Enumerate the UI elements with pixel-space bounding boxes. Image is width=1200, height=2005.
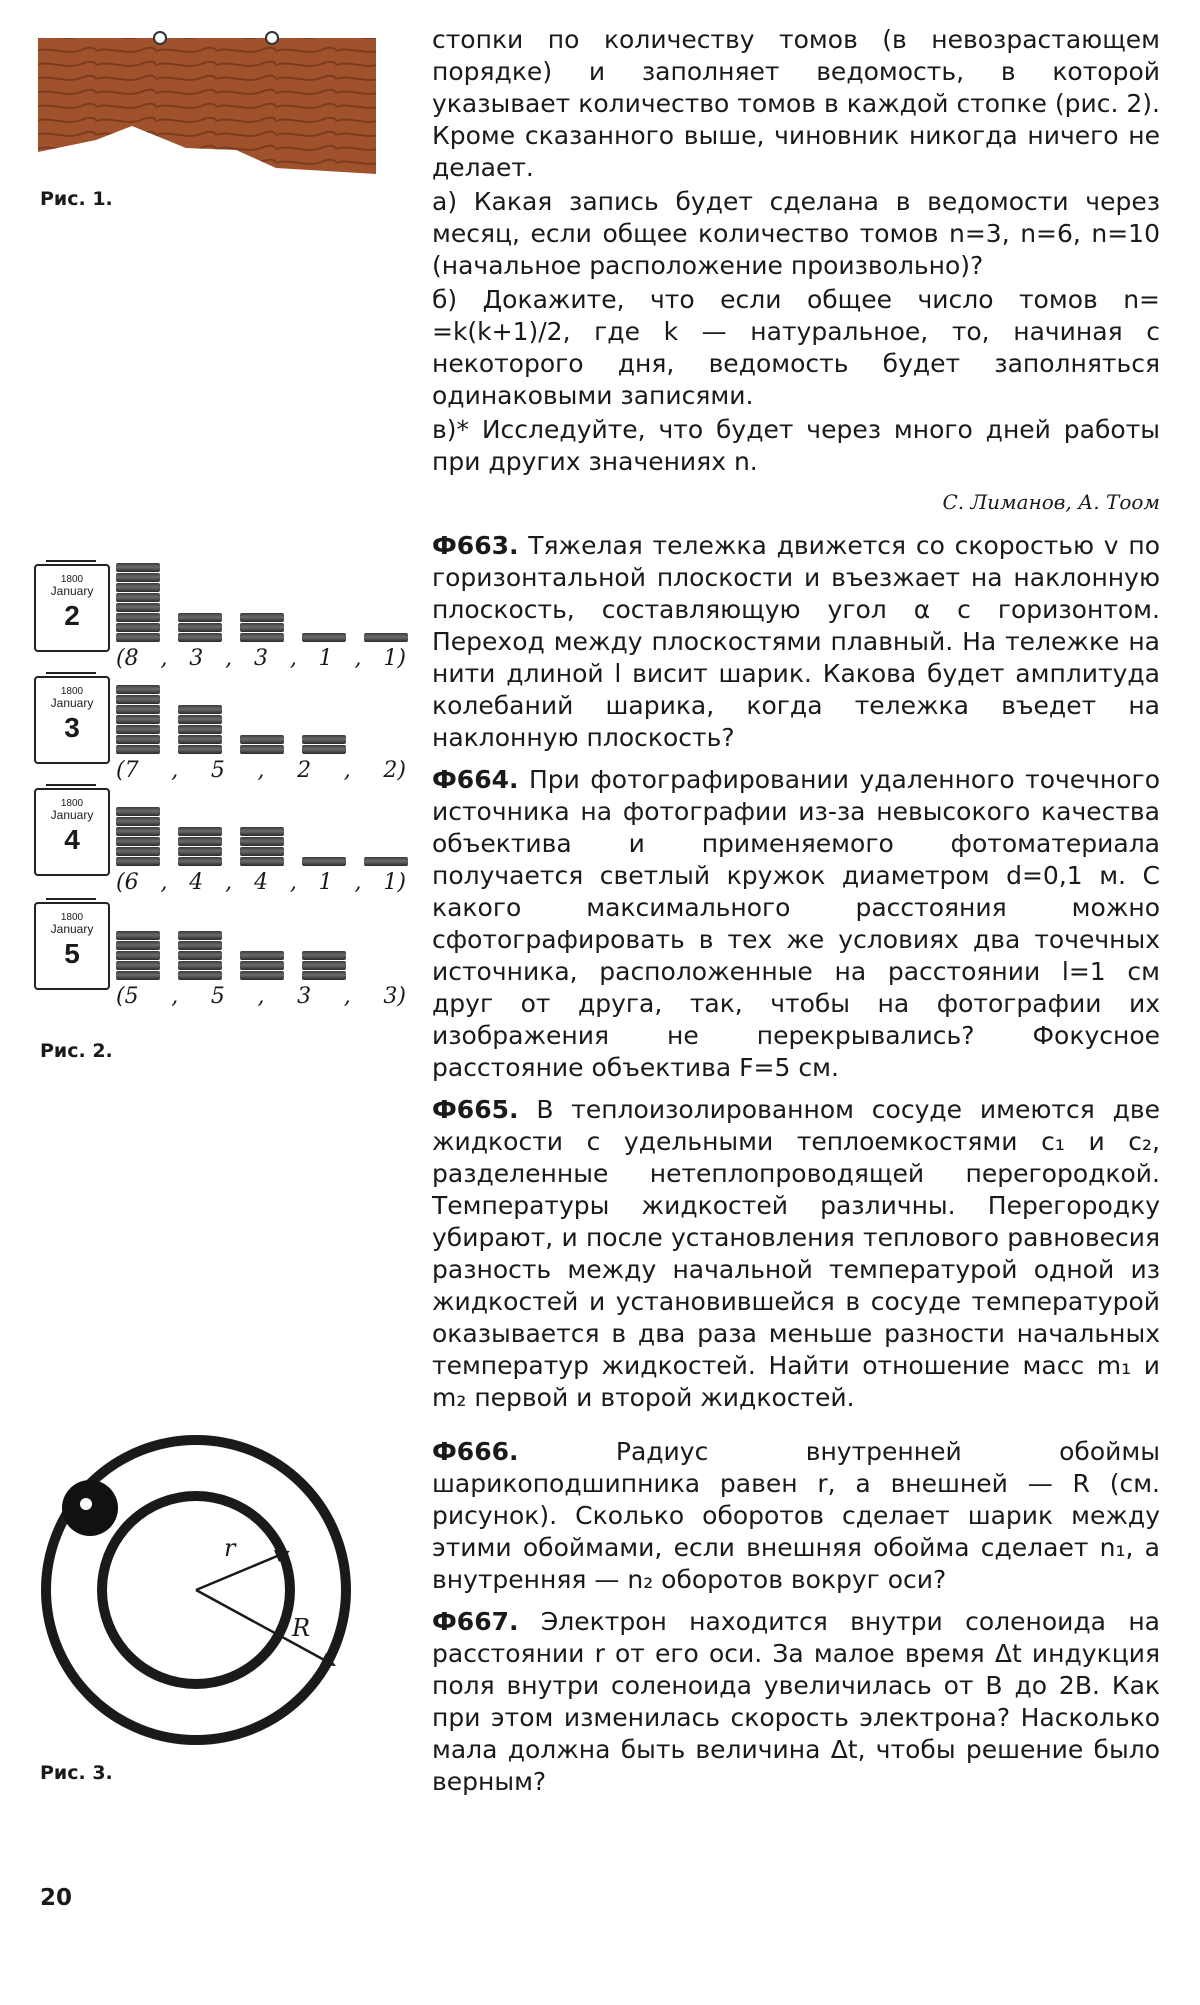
book-volume: [240, 613, 284, 622]
book-stack: [240, 734, 284, 754]
book-stack: [178, 930, 222, 980]
problem-f667: [432, 1606, 1160, 1798]
problem-f664: [432, 764, 1160, 1084]
book-volume: [178, 705, 222, 714]
fig2-day-row: [34, 784, 406, 895]
tuple-comma: ,: [160, 646, 168, 671]
book-volume: [116, 563, 160, 572]
book-volume: [240, 745, 284, 754]
book-volume: [302, 745, 346, 754]
tuple-value: 1): [383, 646, 406, 671]
problem-id: Ф667.: [432, 1607, 519, 1636]
problem-id: Ф666.: [432, 1437, 519, 1466]
book-volume: [116, 931, 160, 940]
problem-f663: [432, 530, 1160, 754]
book-volume: [240, 951, 284, 960]
book-volume: [116, 941, 160, 950]
stack-tuple: [116, 984, 406, 1009]
calendar-page: [34, 788, 110, 876]
tuple-value: 3: [189, 646, 204, 671]
tuple-value: 2): [383, 758, 406, 783]
tuple-comma: ,: [171, 984, 179, 1009]
fig2-day-row: [34, 560, 406, 671]
book-volume: [116, 807, 160, 816]
text-column: [432, 24, 1160, 1808]
book-volume: [178, 623, 222, 632]
book-stack: [364, 856, 408, 866]
book-volume: [116, 735, 160, 744]
stack-tuple: [116, 646, 406, 671]
calendar-page: [34, 676, 110, 764]
book-volume: [116, 971, 160, 980]
calendar-page: [34, 564, 110, 652]
book-volume: [116, 857, 160, 866]
book-volume: [240, 857, 284, 866]
book-volume: [302, 633, 346, 642]
calendar-year: 1800: [60, 686, 84, 697]
book-volume: [302, 857, 346, 866]
book-volume: [116, 725, 160, 734]
author-credit: С. Лиманов, А. Тоом: [942, 490, 1160, 514]
tuple-comma: ,: [343, 984, 351, 1009]
book-volume: [178, 633, 222, 642]
problem-text: Электрон находится внутри соленоида на расстоянии r от его оси. За малое время Δt индукция поля внутри соленоида увеличилась от B до 2B. Как при этом изменилась скорость электрона? Насколько мала должна быть величина Δt, чтобы решение было верным?: [432, 1607, 1160, 1796]
book-volume: [240, 827, 284, 836]
book-volume: [240, 735, 284, 744]
book-volume: [178, 715, 222, 724]
fig2-day-row: [34, 672, 406, 783]
tuple-value: 5: [210, 984, 225, 1009]
tuple-value: 1: [318, 870, 333, 895]
tuple-comma: ,: [354, 870, 362, 895]
book-volume: [178, 857, 222, 866]
book-volume: [178, 971, 222, 980]
book-stack: [240, 950, 284, 980]
book-volume: [178, 961, 222, 970]
book-volume: [116, 745, 160, 754]
calendar-month: January: [50, 584, 94, 598]
book-volume: [116, 593, 160, 602]
label-R: R: [292, 1614, 311, 1642]
stack-tuple: [116, 870, 406, 895]
book-volume: [116, 613, 160, 622]
book-stack: [116, 930, 160, 980]
nail-right: [266, 32, 278, 44]
book-stacks: [116, 560, 406, 642]
book-volume: [178, 931, 222, 940]
problem-text: В теплоизолированном сосуде имеются две жидкости с удельными теплоемкостями c₁ и c₂, разделенные нетеплопроводящей перегородкой. Температуры жидкостей различны. Перегородку убирают, и после установления теплового равновесия разность между начальной температурой одной из жидкостей и установившейся в сосуде температурой оказывается в два раза меньше разности начальных температур жидкостей. Найти отношение масс m₁ и m₂ первой и второй жидкостей.: [432, 1095, 1160, 1412]
book-stack: [116, 806, 160, 866]
calendar-day: 5: [64, 938, 80, 969]
book-volume: [116, 837, 160, 846]
fig1-caption: Рис. 1.: [40, 188, 113, 210]
calendar-day: 3: [64, 712, 80, 743]
book-stack: [116, 562, 160, 642]
book-volume: [116, 951, 160, 960]
tuple-value: 5: [210, 758, 225, 783]
book-volume: [240, 971, 284, 980]
problem-text: Радиус внутренней обоймы шарикоподшипника равен r, а внешней — R (см. рисунок). Сколько оборотов сделает шарик между этими обоймами, если внешняя обойма сделает n₁, а внутренняя — n₂ оборотов вокруг оси?: [432, 1437, 1160, 1594]
problem-f665: [432, 1094, 1160, 1414]
book-volume: [178, 827, 222, 836]
problem-id: Ф665.: [432, 1095, 519, 1124]
tuple-comma: ,: [354, 646, 362, 671]
book-stack: [240, 826, 284, 866]
book-volume: [178, 847, 222, 856]
tuple-comma: ,: [225, 870, 233, 895]
fig2-day-row: [34, 898, 406, 1009]
problem-m-continuation: [432, 24, 1160, 518]
book-volume: [178, 725, 222, 734]
book-volume: [240, 633, 284, 642]
book-stack: [178, 826, 222, 866]
tuple-value: 3: [253, 646, 268, 671]
tuple-value: 1: [318, 646, 333, 671]
book-stack: [364, 632, 408, 642]
book-stack: [178, 612, 222, 642]
tuple-value: (7: [116, 758, 139, 783]
tuple-comma: ,: [160, 870, 168, 895]
intro-question-b: б) Докажите, что если общее число томов n= =k(k+1)/2, где k — натуральное, то, начиная с некоторого дня, ведомость будет заполняться одинаковыми записями.: [432, 285, 1160, 410]
book-stacks: [116, 672, 406, 754]
tuple-value: 3: [297, 984, 312, 1009]
tuple-value: 3): [383, 984, 406, 1009]
book-volume: [116, 685, 160, 694]
book-volume: [178, 613, 222, 622]
problem-f666: [432, 1436, 1160, 1596]
book-volume: [178, 745, 222, 754]
calendar-month: January: [50, 808, 94, 822]
book-stacks: [116, 784, 406, 866]
book-volume: [116, 633, 160, 642]
calendar-page: [34, 902, 110, 990]
book-volume: [178, 837, 222, 846]
book-volume: [240, 847, 284, 856]
book-volume: [302, 735, 346, 744]
book-volume: [364, 857, 408, 866]
radius-r-arrow: [196, 1554, 282, 1590]
fig1-wood-shelf: [36, 30, 380, 180]
book-stack: [116, 684, 160, 754]
problem-id: Ф663.: [432, 531, 519, 560]
book-stack: [302, 950, 346, 980]
intro-question-c: в)* Исследуйте, что будет через много дней работы при других значениях n.: [432, 415, 1160, 476]
book-volume: [178, 951, 222, 960]
tuple-comma: ,: [171, 758, 179, 783]
book-stack: [302, 856, 346, 866]
book-volume: [364, 633, 408, 642]
book-volume: [116, 583, 160, 592]
calendar-year: 1800: [60, 574, 84, 585]
problem-text: Тяжелая тележка движется со скоростью v по горизонтальной плоскости и въезжает на наклонную плоскость, составляющую угол α с горизонтом. Переход между плоскостями плавный. На тележке на нити длиной l висит шарик. Какова будет амплитуда колебаний шарика, когда тележка въедет на наклонную плоскость?: [432, 531, 1160, 752]
tuple-value: (8: [116, 646, 139, 671]
tuple-comma: ,: [257, 984, 265, 1009]
fig2-caption: Рис. 2.: [40, 1040, 113, 1062]
book-stacks: [116, 898, 406, 980]
calendar-day: 4: [64, 824, 80, 855]
tuple-value: 1): [383, 870, 406, 895]
book-volume: [302, 951, 346, 960]
fig3-ball-bearing: [34, 1420, 370, 1756]
book-volume: [178, 735, 222, 744]
book-volume: [116, 705, 160, 714]
book-volume: [178, 941, 222, 950]
tuple-value: 4: [189, 870, 204, 895]
book-stack: [240, 612, 284, 642]
intro-paragraph: стопки по количеству томов (в невозрастающем порядке) и заполняет ведомость, в которой указывает количество томов в каждой стопке (рис. 2). Кроме сказанного выше, чиновник никогда ничего не делает.: [432, 25, 1160, 182]
tuple-value: 2: [297, 758, 312, 783]
book-stack: [302, 632, 346, 642]
book-volume: [302, 971, 346, 980]
book-volume: [302, 961, 346, 970]
calendar-year: 1800: [60, 912, 84, 923]
book-volume: [240, 961, 284, 970]
book-stack: [178, 704, 222, 754]
book-volume: [116, 603, 160, 612]
book-volume: [116, 573, 160, 582]
problem-text: При фотографировании удаленного точечного источника на фотографии из-за невысокого качества объектива и применяемого фотоматериала получается светлый кружок диаметром d=0,1 м. С какого максимального расстояния можно сфотографировать в тех же условиях два точечных источника, расположенные на расстоянии l=1 см друг от друга, так, чтобы на фотографии их изображения не перекрывались? Фокусное расстояние объектива F=5 см.: [432, 765, 1160, 1082]
book-volume: [240, 623, 284, 632]
book-volume: [116, 827, 160, 836]
nail-left: [154, 32, 166, 44]
tuple-comma: ,: [289, 870, 297, 895]
fig3-caption: Рис. 3.: [40, 1762, 113, 1784]
calendar-month: January: [50, 696, 94, 710]
intro-question-a: а) Какая запись будет сделана в ведомости через месяц, если общее количество томов n=3, n=6, n=10 (начальное расположение произвольно)?: [432, 187, 1160, 280]
ball-highlight: [80, 1498, 92, 1510]
tuple-comma: ,: [289, 646, 297, 671]
book-volume: [116, 961, 160, 970]
tuple-comma: ,: [225, 646, 233, 671]
calendar-year: 1800: [60, 798, 84, 809]
tuple-value: 4: [253, 870, 268, 895]
tuple-value: (5: [116, 984, 139, 1009]
calendar-day: 2: [64, 600, 80, 631]
page-number: 20: [40, 1885, 73, 1911]
label-r: r: [224, 1534, 236, 1562]
book-volume: [116, 695, 160, 704]
stack-tuple: [116, 758, 406, 783]
calendar-month: January: [50, 922, 94, 936]
book-stack: [302, 734, 346, 754]
book-volume: [116, 817, 160, 826]
tuple-comma: ,: [343, 758, 351, 783]
book-volume: [116, 623, 160, 632]
problem-id: Ф664.: [432, 765, 519, 794]
book-volume: [116, 847, 160, 856]
book-volume: [116, 715, 160, 724]
tuple-value: (6: [116, 870, 139, 895]
book-volume: [240, 837, 284, 846]
tuple-comma: ,: [257, 758, 265, 783]
